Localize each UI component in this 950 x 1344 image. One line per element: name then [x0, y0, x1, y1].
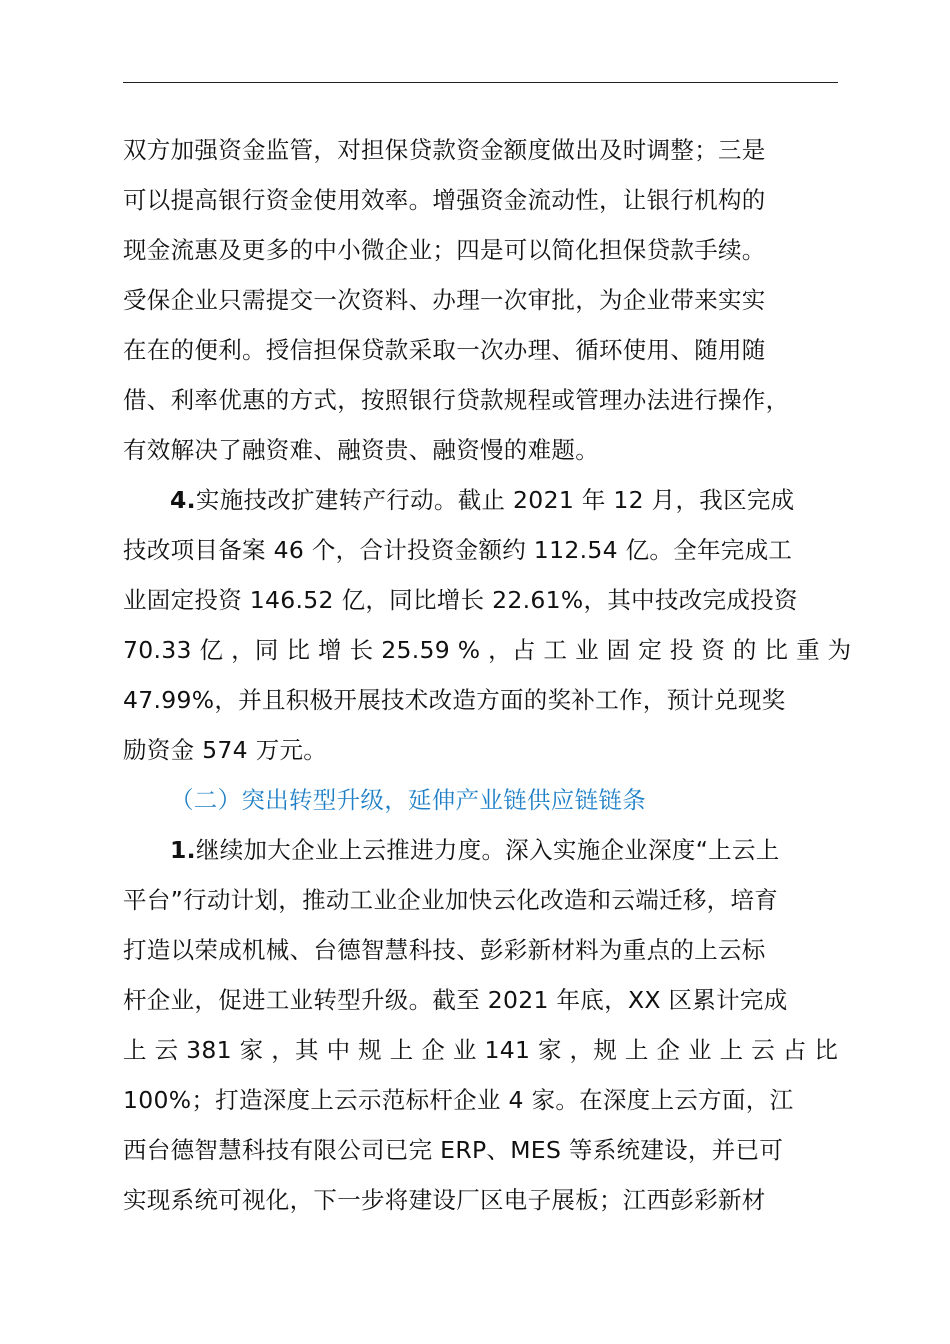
item-number: 1. [170, 836, 196, 864]
text-line: 业固定投资 146.52 亿，同比增长 22.61%，其中技改完成投资 [123, 586, 798, 614]
text-line: 有效解决了融资难、融资贵、融资慢的难题。 [123, 436, 599, 464]
text-line: 可以提高银行资金使用效率。增强资金流动性，让银行机构的 [123, 186, 766, 214]
text-line: 西台德智慧科技有限公司已完 ERP、MES 等系统建设，并已可 [123, 1136, 784, 1164]
text-line: 双方加强资金监管，对担保贷款资金额度做出及时调整；三是 [123, 136, 766, 164]
text-line: 70.33 亿 ，同 比 增 长 25.59 % ，占 工 业 固 定 投 资 的 比 重 为 [123, 636, 852, 664]
text-line [123, 475, 863, 525]
text-line: 杆企业，促进工业转型升级。截至 2021 年底，XX 区累计完成 [123, 986, 788, 1014]
paragraph-item-1 [123, 825, 863, 1225]
paragraph-item-4 [123, 475, 863, 775]
paragraph-continued [123, 125, 863, 475]
text-line: 受保企业只需提交一次资料、办理一次审批，为企业带来实实 [123, 286, 766, 314]
document-body [123, 125, 863, 1225]
item-number: 4. [170, 486, 196, 514]
text-line: 打造以荣成机械、台德智慧科技、彭彩新材料为重点的上云标 [123, 936, 766, 964]
text-line: 47.99%，并且积极开展技术改造方面的奖补工作，预计兑现奖 [123, 686, 786, 714]
item-text: 实施技改扩建转产行动。截止 2021 年 12 月，我区完成 [195, 486, 795, 514]
text-line: 现金流惠及更多的中小微企业；四是可以简化担保贷款手续。 [123, 236, 766, 264]
text-line: 在在的便利。授信担保贷款采取一次办理、循环使用、随用随 [123, 336, 766, 364]
text-line: 借、利率优惠的方式，按照银行贷款规程或管理办法进行操作， [123, 386, 790, 414]
text-line [123, 825, 863, 875]
item-text: 继续加大企业上云推进力度。深入实施企业深度“上云上 [195, 836, 780, 864]
text-line: 实现系统可视化，下一步将建设厂区电子展板；江西彭彩新材 [123, 1186, 766, 1214]
header-rule [123, 82, 838, 83]
text-line: 平台”行动计划，推动工业企业加快云化改造和云端迁移，培育 [123, 886, 779, 914]
text-line: 励资金 574 万元。 [123, 736, 328, 764]
text-line: 技改项目备案 46 个，合计投资金额约 112.54 亿。全年完成工 [123, 536, 793, 564]
section-heading: （二）突出转型升级，延伸产业链供应链链条 [170, 786, 646, 814]
text-line: 上 云 381 家 ，其 中 规 上 企 业 141 家 ，规 上 企 业 上 云 占 比 [123, 1036, 839, 1064]
text-line: 100%；打造深度上云示范标杆企业 4 家。在深度上云方面，江 [123, 1086, 794, 1114]
